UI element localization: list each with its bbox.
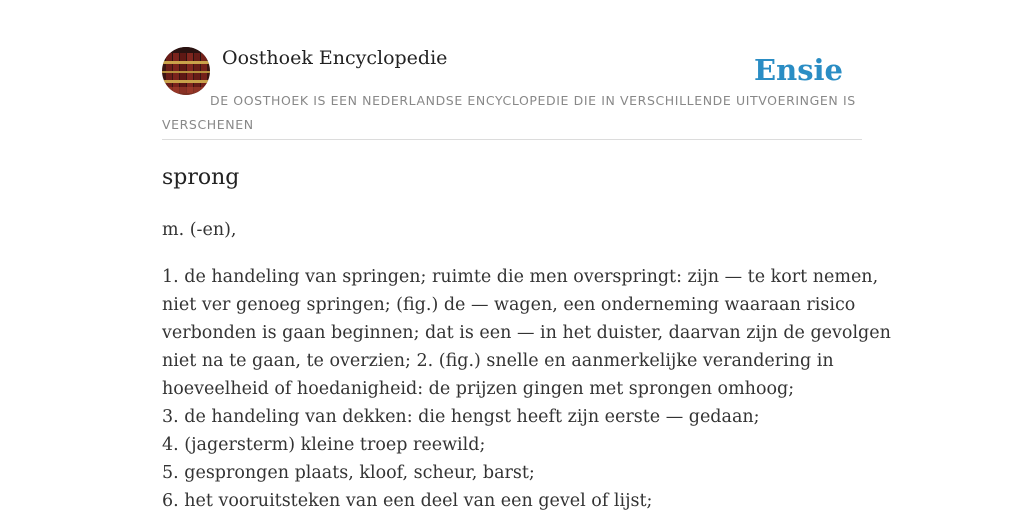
definition-line: niet na te gaan, te overzien; 2. (fig.) snelle en aanmerkelijke verandering in <box>162 351 834 371</box>
definition-line: 5. gesprongen plaats, kloof, scheur, barst; <box>162 463 535 483</box>
brand-logo[interactable]: Ensie <box>754 53 843 87</box>
content-column <box>162 0 891 511</box>
definition-line: niet ver genoeg springen; (fig.) de — wagen, een onderneming waaraan risico <box>162 295 856 315</box>
encyclopedia-books-icon[interactable] <box>162 47 210 95</box>
definition-line: 1. de handeling van springen; ruimte die men overspringt: zijn — te kort nemen, <box>162 267 879 287</box>
entry-definition <box>162 263 891 512</box>
definition-line: 6. het vooruitsteken van een deel van een gevel of lijst; <box>162 491 653 511</box>
definition-line: hoeveelheid of hoedanigheid: de prijzen gingen met sprongen omhoog; <box>162 379 795 399</box>
entry-grammar: m. (-en), <box>162 220 237 240</box>
site-tagline: DE OOSTHOEK IS EEN NEDERLANDSE ENCYCLOPEDIE DIE IN VERSCHILLENDE UITVOERINGEN IS VERSCHENEN <box>162 93 856 132</box>
definition-line: verbonden is gaan beginnen; dat is een — in het duister, daarvan zijn de gevolgen <box>162 323 891 343</box>
site-name[interactable]: Oosthoek Encyclopedie <box>222 47 448 69</box>
site-header <box>162 0 862 140</box>
definition-line: 4. (jagersterm) kleine troep reewild; <box>162 435 486 455</box>
definition-line: 3. de handeling van dekken: die hengst heeft zijn eerste — gedaan; <box>162 407 760 427</box>
entry-headword: sprong <box>162 165 240 190</box>
